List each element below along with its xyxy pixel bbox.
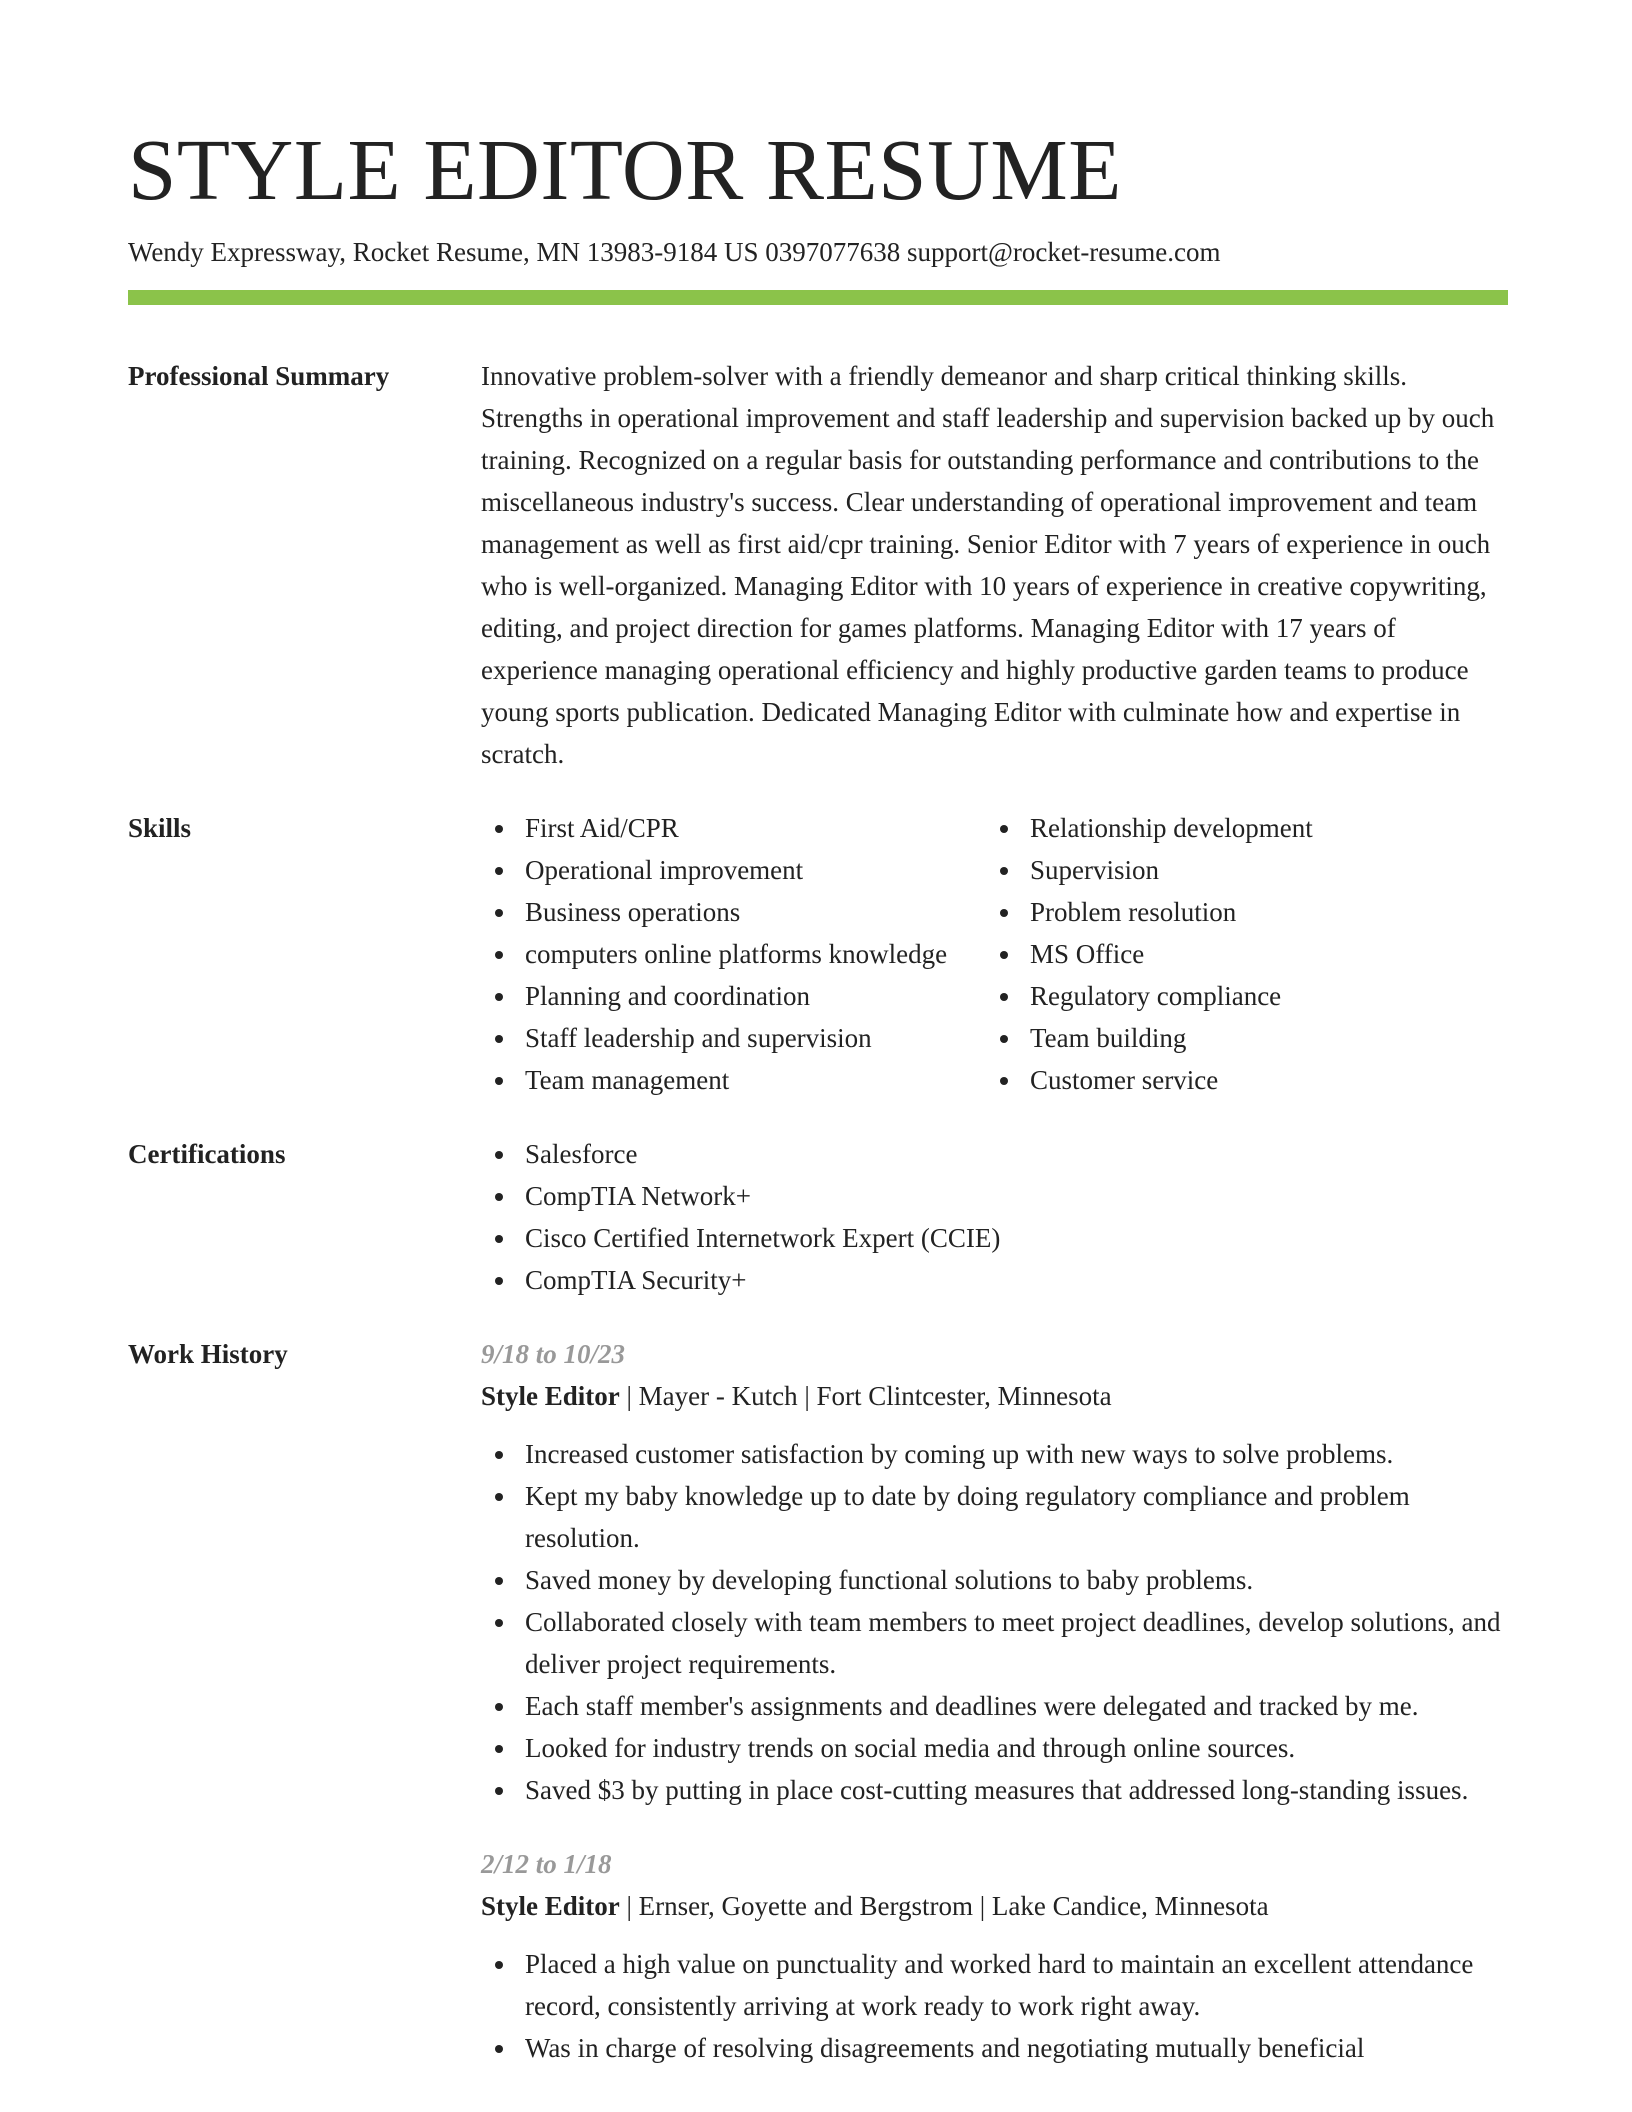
job-dates: 2/12 to 1/18 (481, 1849, 612, 1879)
job-bullets (481, 1943, 1508, 2069)
job-bullet: Placed a high value on punctuality and worked hard to maintain an excellent attendance record, consistently arriving at work ready to work right away. (481, 1943, 1508, 2027)
skill-item: computers online platforms knowledge (481, 933, 986, 975)
skills-list-right (986, 807, 1508, 1101)
job-title: Style Editor (481, 1381, 620, 1411)
skill-item: Relationship development (986, 807, 1508, 849)
job-employer-location: | Ernser, Goyette and Bergstrom | Lake Candice, Minnesota (619, 1891, 1269, 1921)
job-bullet: Was in charge of resolving disagreements and negotiating mutually beneficial (481, 2027, 1508, 2069)
skill-item: Business operations (481, 891, 986, 933)
skill-item: Team building (986, 1017, 1508, 1059)
skill-item: Planning and coordination (481, 975, 986, 1017)
job-bullet: Saved money by developing functional solutions to baby problems. (481, 1559, 1508, 1601)
job-heading (481, 1885, 1508, 1927)
skill-item: Staff leadership and supervision (481, 1017, 986, 1059)
job-title: Style Editor (481, 1891, 620, 1921)
certification-item: CompTIA Security+ (481, 1259, 1508, 1301)
job-bullet: Saved $3 by putting in place cost-cutting measures that addressed long-standing issues. (481, 1769, 1508, 1811)
job-entry (481, 1333, 1508, 1811)
skill-item: Customer service (986, 1059, 1508, 1101)
contact-line: Wendy Expressway, Rocket Resume, MN 13983-9184 US 0397077638 support@rocket-resume.com (128, 237, 1221, 267)
skill-item: Operational improvement (481, 849, 986, 891)
skill-item: Team management (481, 1059, 986, 1101)
job-bullet: Each staff member's assignments and deadlines were delegated and tracked by me. (481, 1685, 1508, 1727)
skills-grid (481, 807, 1508, 1101)
resume-page (128, 0, 1508, 2069)
section-label-skills: Skills (128, 813, 192, 843)
summary-section (128, 355, 1508, 775)
section-label-work-history: Work History (128, 1339, 288, 1369)
skills-section (128, 807, 1508, 1101)
job-bullets (481, 1433, 1508, 1811)
work-history-section (128, 1333, 1508, 2069)
skill-item: Regulatory compliance (986, 975, 1508, 1017)
certification-item: Salesforce (481, 1133, 1508, 1175)
skill-item: Problem resolution (986, 891, 1508, 933)
certifications-section (128, 1133, 1508, 1301)
job-bullet: Collaborated closely with team members to meet project deadlines, develop solutions, and deliver project requirements. (481, 1601, 1508, 1685)
resume-title: STYLE EDITOR RESUME (128, 121, 1122, 218)
job-entry (481, 1843, 1508, 2069)
summary-text: Innovative problem-solver with a friendly demeanor and sharp critical thinking skills. Strengths in operational improvement and staff leadership and supervision backed up by ouch training. Recognized on a regular basis for outstanding performance and contributions to the miscellaneous industry's success. Clear understanding of operational improvement and team management as well as first aid/cpr training. Senior Editor with 7 years of experience in ouch who is well-organized. Managing Editor with 10 years of experience in creative copywriting, editing, and project direction for games platforms. Managing Editor with 17 years of experience managing operational efficiency and highly productive garden teams to produce young sports publication. Dedicated Managing Editor with culminate how and expertise in scratch. (481, 361, 1495, 769)
certification-item: Cisco Certified Internetwork Expert (CCIE) (481, 1217, 1508, 1259)
skills-list-left (481, 807, 986, 1101)
skill-item: First Aid/CPR (481, 807, 986, 849)
header-divider (128, 290, 1508, 305)
job-employer-location: | Mayer - Kutch | Fort Clintcester, Minnesota (619, 1381, 1112, 1411)
skill-item: Supervision (986, 849, 1508, 891)
job-dates: 9/18 to 10/23 (481, 1339, 626, 1369)
job-bullet: Looked for industry trends on social media and through online sources. (481, 1727, 1508, 1769)
certifications-list (481, 1133, 1508, 1301)
job-bullet: Kept my baby knowledge up to date by doing regulatory compliance and problem resolution. (481, 1475, 1508, 1559)
section-label-certifications: Certifications (128, 1139, 286, 1169)
job-bullet: Increased customer satisfaction by coming up with new ways to solve problems. (481, 1433, 1508, 1475)
section-label-summary: Professional Summary (128, 361, 390, 391)
skill-item: MS Office (986, 933, 1508, 975)
job-heading (481, 1375, 1508, 1417)
certification-item: CompTIA Network+ (481, 1175, 1508, 1217)
